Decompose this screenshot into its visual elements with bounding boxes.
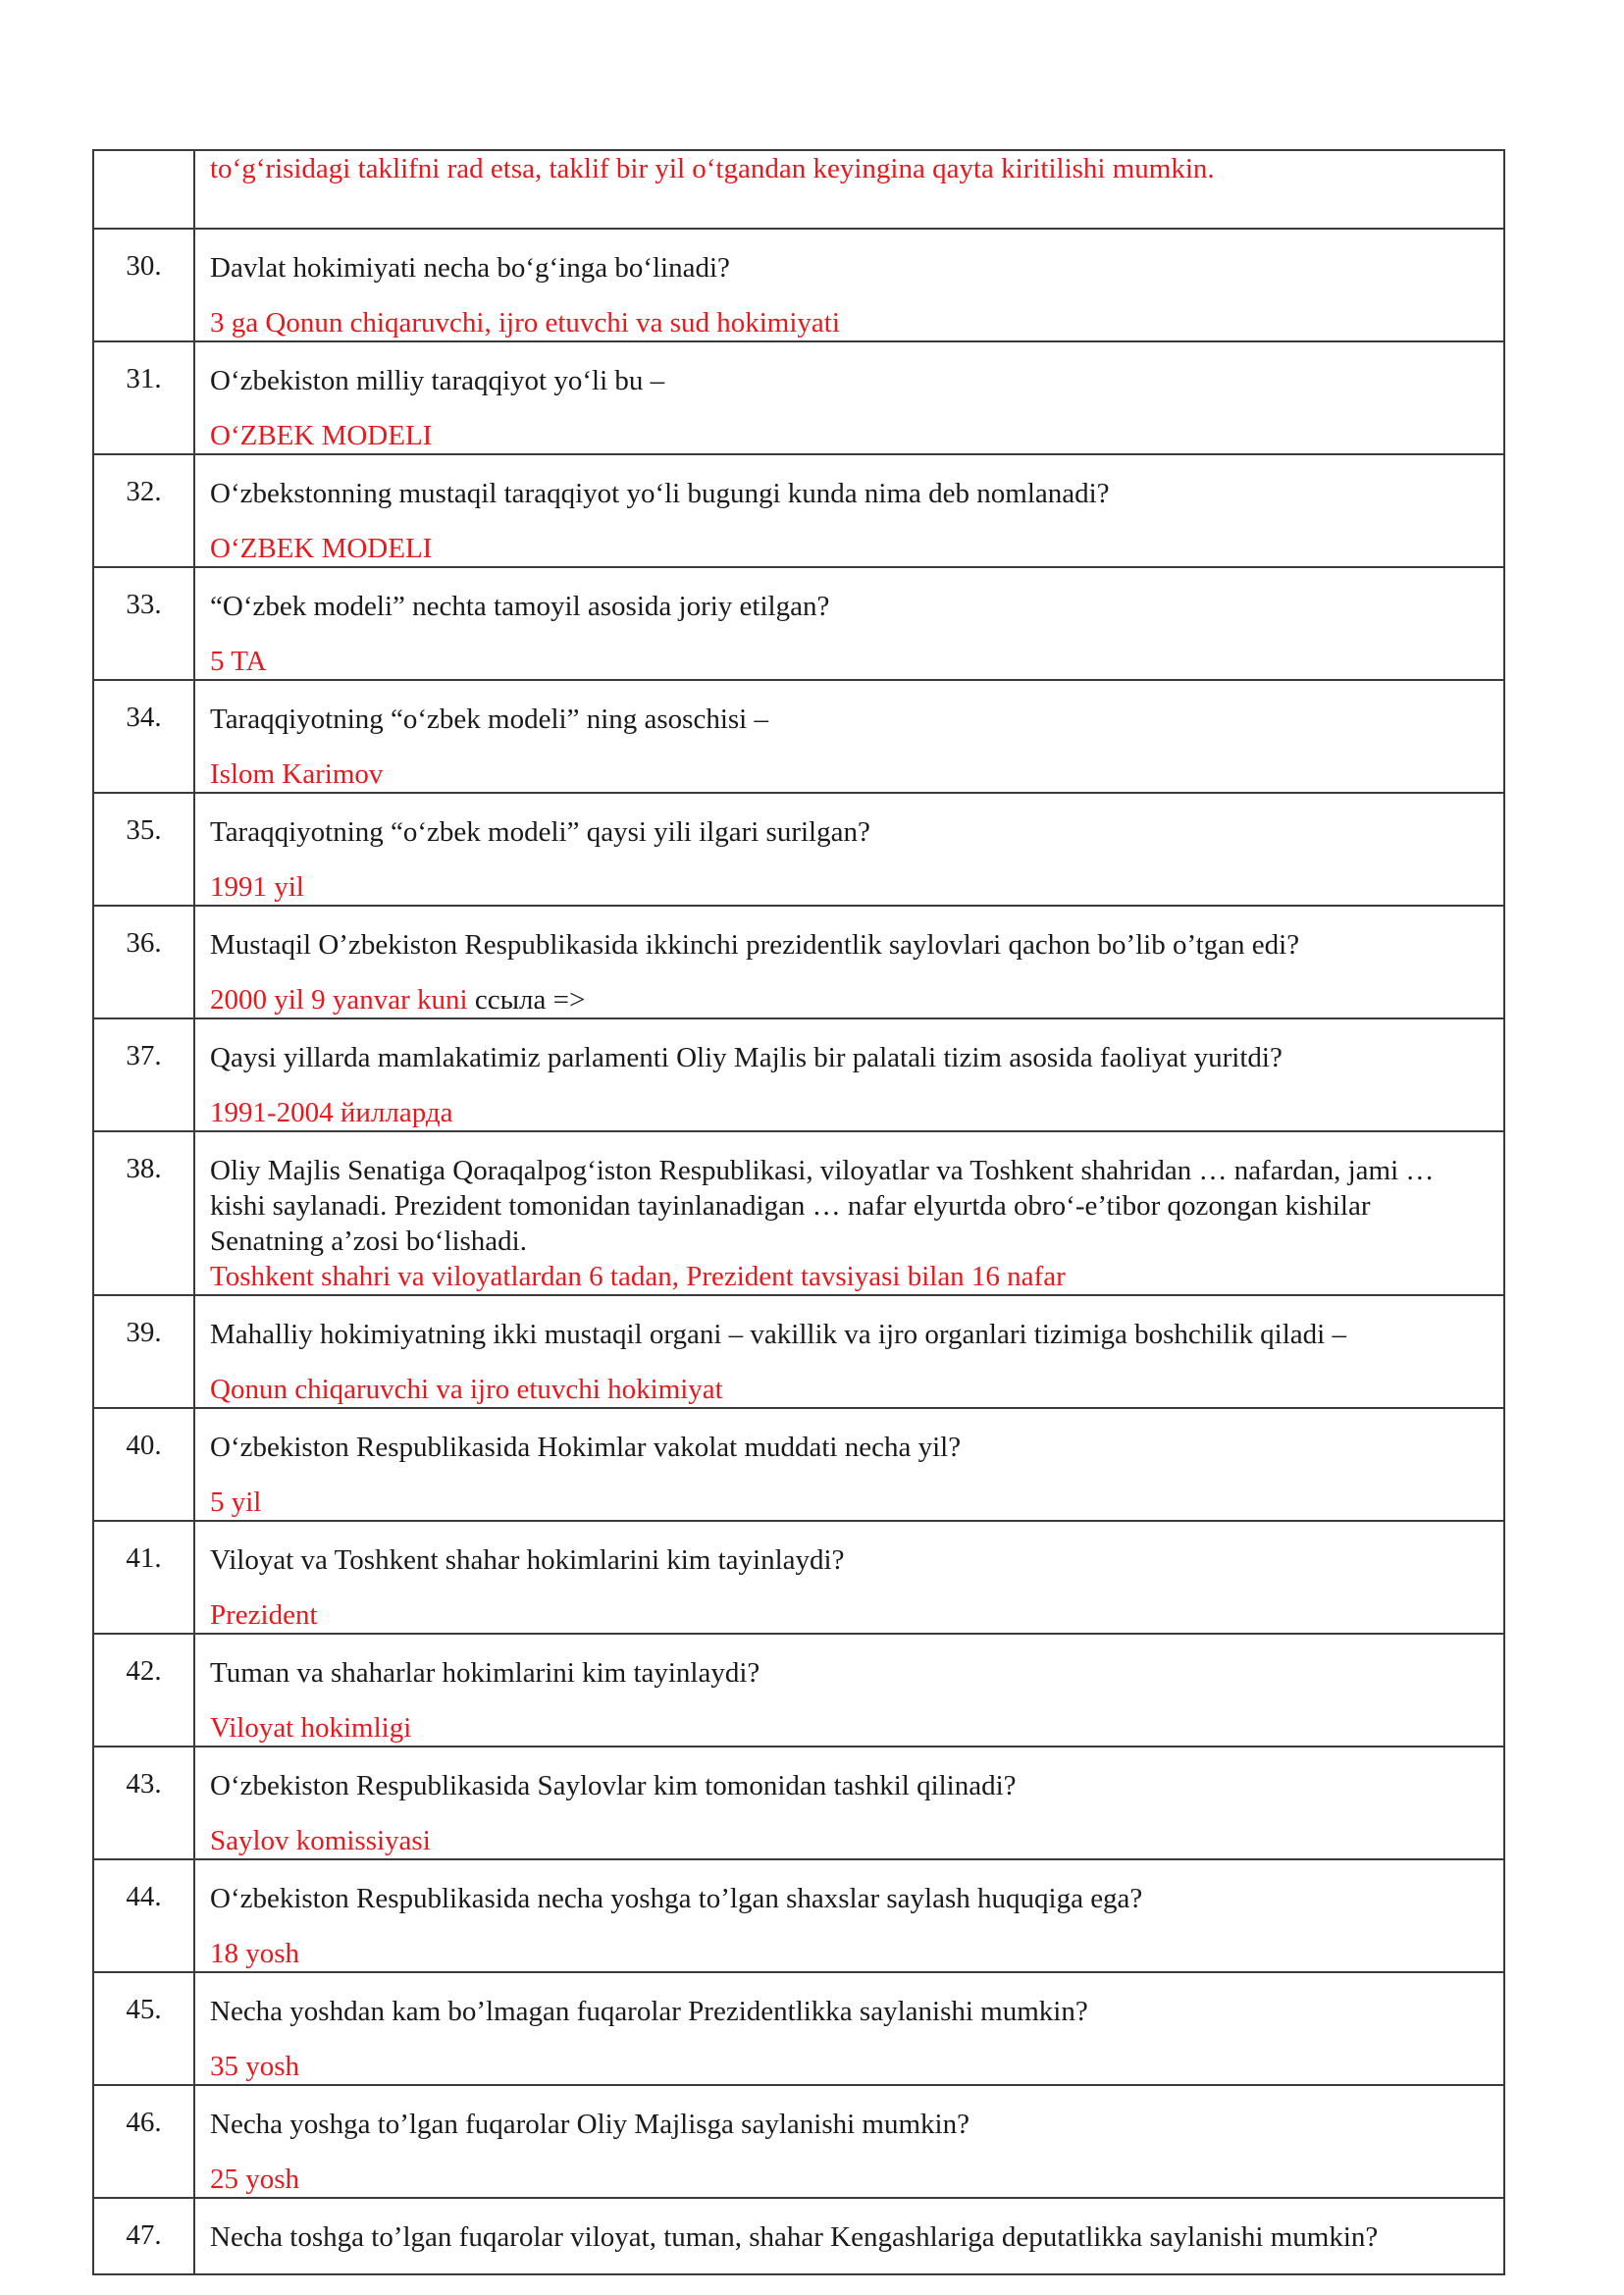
table-row [93, 567, 1504, 680]
row-content-cell [194, 567, 1504, 680]
answer-main: 18 yosh [210, 1938, 300, 1969]
question-text: O‘zbekiston Respublikasida Saylovlar kim tomonidan tashkil qilinadi? [210, 1770, 1017, 1801]
row-number-cell [93, 150, 194, 229]
row-content-cell [194, 150, 1504, 229]
row-content-cell [194, 1018, 1504, 1131]
table-row [93, 1521, 1504, 1634]
table-row [93, 906, 1504, 1018]
question-text: O‘zbekiston Respublikasida necha yoshga to’lgan shaxslar saylash huquqiga ega? [210, 1883, 1143, 1914]
answer-main: 5 TA [210, 646, 267, 677]
answer-text [210, 1372, 1490, 1407]
question-text: “O‘zbek modeli” nechta tamoyil asosida joriy etilgan? [210, 591, 830, 622]
row-number: 36. [93, 906, 194, 1018]
table-row [93, 1972, 1504, 2085]
answer-main: O‘ZBEK MODELI [210, 533, 433, 564]
answer-main: Saylov komissiyasi [210, 1825, 431, 1856]
row-content-cell [194, 1859, 1504, 1972]
row-number: 38. [93, 1131, 194, 1295]
row-content-cell [194, 1634, 1504, 1747]
answer-text [210, 1710, 1490, 1746]
answer-main: Prezident [210, 1599, 318, 1631]
row-number: 44. [93, 1859, 194, 1972]
row-content-cell [194, 1521, 1504, 1634]
answer-text [210, 1095, 1490, 1130]
question-text: Necha yoshdan kam bo’lmagan fuqarolar Prezidentlikka saylanishi mumkin? [210, 1996, 1088, 2027]
answer-main: 25 yosh [210, 2164, 300, 2195]
row-content-cell [194, 341, 1504, 454]
table-row [93, 1018, 1504, 1131]
answer-text [210, 1485, 1490, 1520]
row-content-cell [194, 2085, 1504, 2198]
question-text: O‘zbekiston Respublikasida Hokimlar vakolat muddati necha yil? [210, 1432, 962, 1463]
row-content-cell [194, 1295, 1504, 1408]
table-row [93, 454, 1504, 567]
question-text: Mustaqil O’zbekiston Respublikasida ikkinchi prezidentlik saylovlari qachon bo’lib o’tgan edi? [210, 929, 1300, 961]
table-row [93, 2198, 1504, 2274]
row-content-cell [194, 1131, 1504, 1295]
answer-main: O‘ZBEK MODELI [210, 420, 433, 451]
answer-main: Toshkent shahri va viloyatlardan 6 tadan, Prezident tavsiyasi bilan 16 nafar [210, 1261, 1066, 1292]
table-row [93, 1859, 1504, 1972]
answer-text [210, 756, 1490, 792]
table-row [93, 229, 1504, 341]
question-text: Tuman va shaharlar hokimlarini kim tayinlaydi? [210, 1657, 760, 1689]
row-content-cell [194, 793, 1504, 906]
table-row-continuation [93, 150, 1504, 229]
answer-main: Islom Karimov [210, 758, 384, 790]
question-text: Viloyat va Toshkent shahar hokimlarini kim tayinlaydi? [210, 1544, 845, 1576]
answer-text [210, 1259, 1490, 1294]
qa-table [92, 149, 1505, 2275]
answer-text [210, 2162, 1490, 2197]
answer-text [210, 982, 1490, 1017]
table-row [93, 1131, 1504, 1295]
answer-text [210, 305, 1490, 340]
row-content-cell [194, 1408, 1504, 1521]
answer-main: 1991 yil [210, 871, 304, 903]
table-row [93, 680, 1504, 793]
row-content-cell [194, 229, 1504, 341]
answer-note: ссыла => [467, 984, 586, 1016]
row-number: 31. [93, 341, 194, 454]
question-text: Necha yoshga to’lgan fuqarolar Oliy Majlisga saylanishi mumkin? [210, 2109, 969, 2140]
answer-text [210, 1936, 1490, 1971]
row-content-cell [194, 1747, 1504, 1859]
table-row [93, 793, 1504, 906]
row-content-cell [194, 454, 1504, 567]
table-row [93, 341, 1504, 454]
row-number: 30. [93, 229, 194, 341]
answer-main: 2000 yil 9 yanvar kuni [210, 984, 468, 1016]
question-text: O‘zbekiston milliy taraqqiyot yo‘li bu – [210, 365, 665, 396]
answer-text [210, 869, 1490, 905]
question-text: Taraqqiyotning “o‘zbek modeli” ning asoschisi – [210, 704, 768, 735]
question-text: Qaysi yillarda mamlakatimiz parlamenti Oliy Majlis bir palatali tizim asosida faoliyat yuritdi? [210, 1042, 1283, 1073]
row-number: 35. [93, 793, 194, 906]
table-row [93, 1634, 1504, 1747]
answer-main: Viloyat hokimligi [210, 1712, 412, 1744]
row-content-cell [194, 680, 1504, 793]
row-number: 47. [93, 2198, 194, 2274]
row-number: 42. [93, 1634, 194, 1747]
answer-text [210, 2049, 1490, 2084]
row-number: 32. [93, 454, 194, 567]
answer-main: Qonun chiqaruvchi va ijro etuvchi hokimiyat [210, 1374, 723, 1405]
answer-text: to‘g‘risidagi taklifni rad etsa, taklif bir yil o‘tgandan keyingina qayta kiritilishi mumkin. [210, 153, 1215, 184]
question-text: Necha toshga to’lgan fuqarolar viloyat, tuman, shahar Kengashlariga deputatlikka saylanishi mumkin? [210, 2221, 1379, 2253]
answer-main: 35 yosh [210, 2051, 300, 2082]
question-text: O‘zbekstonning mustaqil taraqqiyot yo‘li bugungi kunda nima deb nomlanadi? [210, 478, 1110, 509]
question-text: Oliy Majlis Senatiga Qoraqalpog‘iston Respublikasi, viloyatlar va Toshkent shahridan … nafardan, jami … kishi saylanadi. Prezident tomonidan tayinlanadigan … nafar elyurtda obro‘-e’tibor qozongan kishilar Senatning a’zosi bo‘lishadi. [210, 1155, 1435, 1257]
table-row [93, 1747, 1504, 1859]
answer-text [210, 531, 1490, 566]
row-content-cell [194, 906, 1504, 1018]
row-number: 39. [93, 1295, 194, 1408]
answer-text [210, 644, 1490, 679]
row-number: 46. [93, 2085, 194, 2198]
row-content-cell [194, 2198, 1504, 2274]
table-row [93, 1295, 1504, 1408]
answer-main: 1991-2004 йилларда [210, 1097, 453, 1128]
row-number: 41. [93, 1521, 194, 1634]
row-number: 33. [93, 567, 194, 680]
answer-text [210, 1597, 1490, 1633]
row-number: 34. [93, 680, 194, 793]
row-number: 37. [93, 1018, 194, 1131]
row-number: 45. [93, 1972, 194, 2085]
question-text: Taraqqiyotning “o‘zbek modeli” qaysi yili ilgari surilgan? [210, 816, 870, 848]
row-content-cell [194, 1972, 1504, 2085]
row-number: 40. [93, 1408, 194, 1521]
answer-text [210, 418, 1490, 453]
qa-table-body [93, 150, 1504, 2274]
answer-main: 3 ga Qonun chiqaruvchi, ijro etuvchi va sud hokimiyati [210, 307, 840, 339]
answer-main: 5 yil [210, 1487, 262, 1518]
answer-text [210, 1823, 1490, 1858]
question-text: Davlat hokimiyati necha bo‘g‘inga bo‘linadi? [210, 252, 730, 284]
question-text: Mahalliy hokimiyatning ikki mustaqil organi – vakillik va ijro organlari tizimiga boshchilik qiladi – [210, 1319, 1346, 1350]
table-row [93, 1408, 1504, 1521]
table-row [93, 2085, 1504, 2198]
row-number: 43. [93, 1747, 194, 1859]
